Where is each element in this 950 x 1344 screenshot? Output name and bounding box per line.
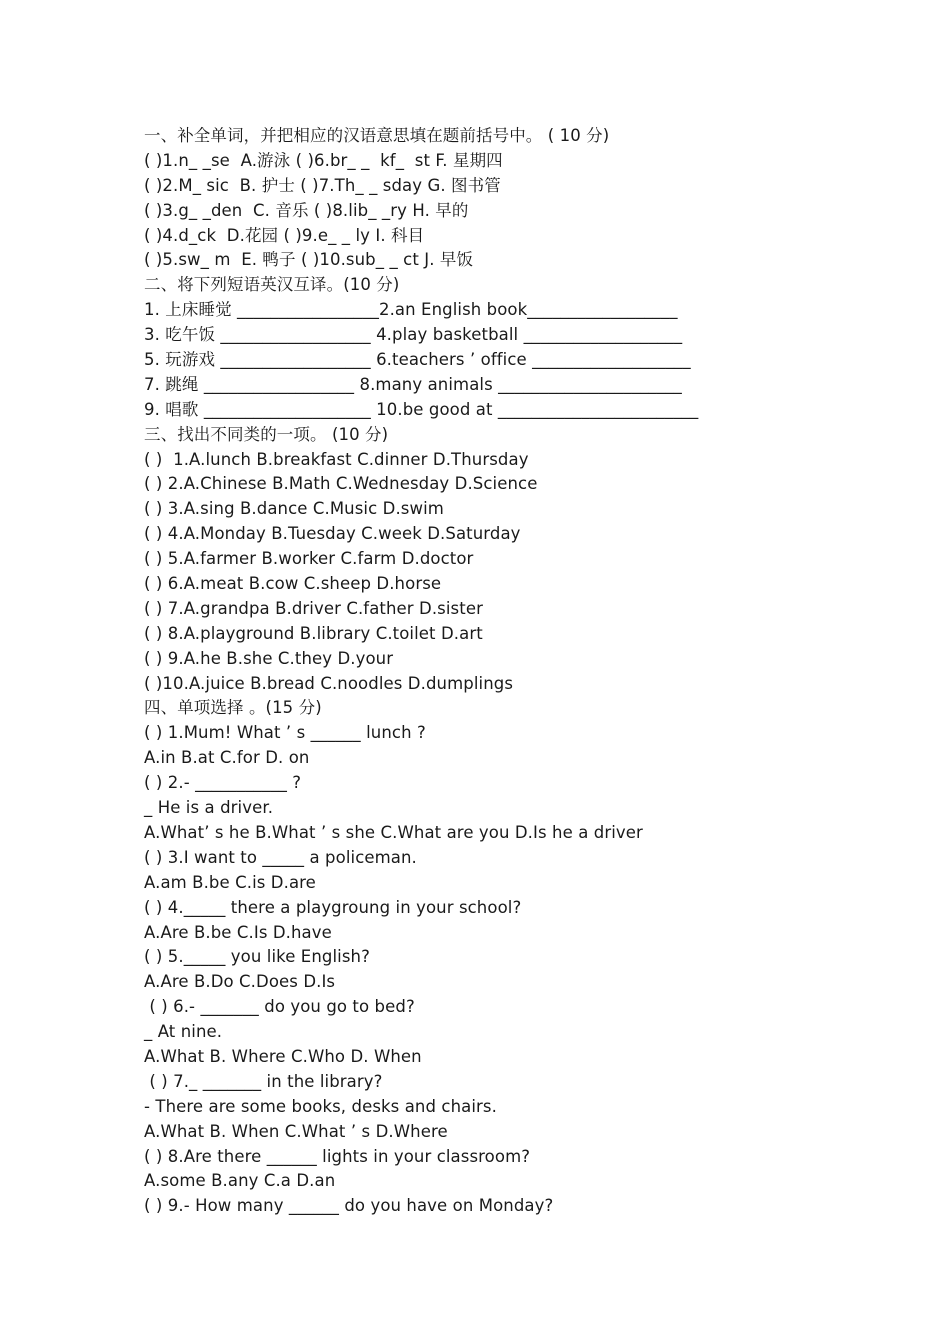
- choice-answer-2: _ He is a driver.: [144, 798, 274, 818]
- odd-one-out-4: ( ) 4.A.Monday B.Tuesday C.week D.Saturday: [144, 524, 521, 544]
- choice-answer-7: - There are some books, desks and chairs.: [144, 1096, 497, 1116]
- choice-options-2: A.What’ s he B.What ’ s she C.What are you D.Is he a driver: [144, 822, 643, 842]
- spelling-row-2: ( )2.M_ sic B. 护士 ( )7.Th_ _ sday G. 图书管: [144, 175, 501, 195]
- odd-one-out-3: ( ) 3.A.sing B.dance C.Music D.swim: [144, 499, 444, 519]
- choice-question-3: ( ) 3.I want to _____ a policeman.: [144, 847, 417, 867]
- choice-options-4: A.Are B.be C.Is D.have: [144, 922, 332, 942]
- spelling-row-5: ( )5.sw_ m E. 鸭子 ( )10.sub_ _ ct J. 早饭: [144, 250, 474, 270]
- spelling-row-4: ( )4.d_ck D.花园 ( )9.e_ _ ly I. 科目: [144, 225, 425, 245]
- odd-one-out-8: ( ) 8.A.playground B.library C.toilet D.art: [144, 623, 483, 643]
- worksheet-page: [144, 124, 844, 1219]
- choice-question-9: ( ) 9.- How many ______ do you have on Monday?: [144, 1196, 554, 1216]
- odd-one-out-6: ( ) 6.A.meat B.cow C.sheep D.horse: [144, 574, 442, 594]
- odd-one-out-5: ( ) 5.A.farmer B.worker C.farm D.doctor: [144, 549, 474, 569]
- choice-options-7: A.What B. When C.What ’ s D.Where: [144, 1121, 448, 1141]
- choice-question-1: ( ) 1.Mum! What ’ s ______ lunch ?: [144, 723, 426, 743]
- choice-question-8: ( ) 8.Are there ______ lights in your classroom?: [144, 1146, 531, 1166]
- choice-options-8: A.some B.any C.a D.an: [144, 1171, 336, 1191]
- choice-question-5: ( ) 5._____ you like English?: [144, 947, 370, 967]
- choice-options-6: A.What B. Where C.Who D. When: [144, 1046, 422, 1066]
- odd-one-out-2: ( ) 2.A.Chinese B.Math C.Wednesday D.Science: [144, 474, 538, 494]
- odd-one-out-9: ( ) 9.A.he B.she C.they D.your: [144, 648, 394, 668]
- section-4-heading: 四、单项选择 。(15 分): [144, 698, 322, 718]
- odd-one-out-1: ( ) 1.A.lunch B.breakfast C.dinner D.Thursday: [144, 449, 529, 469]
- choice-options-5: A.Are B.Do C.Does D.Is: [144, 972, 336, 992]
- translation-row-4: 7. 跳绳 __________________ 8.many animals ______________________: [144, 374, 682, 394]
- choice-options-3: A.am B.be C.is D.are: [144, 872, 316, 892]
- translation-row-3: 5. 玩游戏 __________________ 6.teachers ’ office ___________________: [144, 350, 691, 370]
- section-3-heading: 三、找出不同类的一项。 (10 分): [144, 424, 389, 444]
- translation-row-1: 1. 上床睡觉 _________________2.an English book__________________: [144, 300, 678, 320]
- odd-one-out-10: ( )10.A.juice B.bread C.noodles D.dumplings: [144, 673, 514, 693]
- choice-question-7: ( ) 7._ _______ in the library?: [144, 1071, 383, 1091]
- choice-question-2: ( ) 2.- ___________ ?: [144, 773, 302, 793]
- odd-one-out-7: ( ) 7.A.grandpa B.driver C.father D.sister: [144, 598, 483, 618]
- section-2-heading: 二、将下列短语英汉互译。(10 分): [144, 275, 400, 295]
- spelling-row-1: ( )1.n_ _se A.游泳 ( )6.br_ _ kf_ st F. 星期四: [144, 150, 503, 170]
- section-1-heading: 一、补全单词，并把相应的汉语意思填在题前括号中。 ( 10 分): [144, 126, 610, 145]
- spelling-row-3: ( )3.g_ _den C. 音乐 ( )8.lib_ _ry H. 早的: [144, 200, 469, 220]
- choice-question-6: ( ) 6.- _______ do you go to bed?: [144, 997, 415, 1017]
- translation-row-5: 9. 唱歌 ____________________ 10.be good at ________________________: [144, 399, 699, 419]
- choice-answer-6: _ At nine.: [144, 1022, 223, 1042]
- translation-row-2: 3. 吃午饭 __________________ 4.play basketball ___________________: [144, 325, 683, 345]
- choice-options-1: A.in B.at C.for D. on: [144, 748, 310, 768]
- choice-question-4: ( ) 4._____ there a playgroung in your school?: [144, 897, 522, 917]
